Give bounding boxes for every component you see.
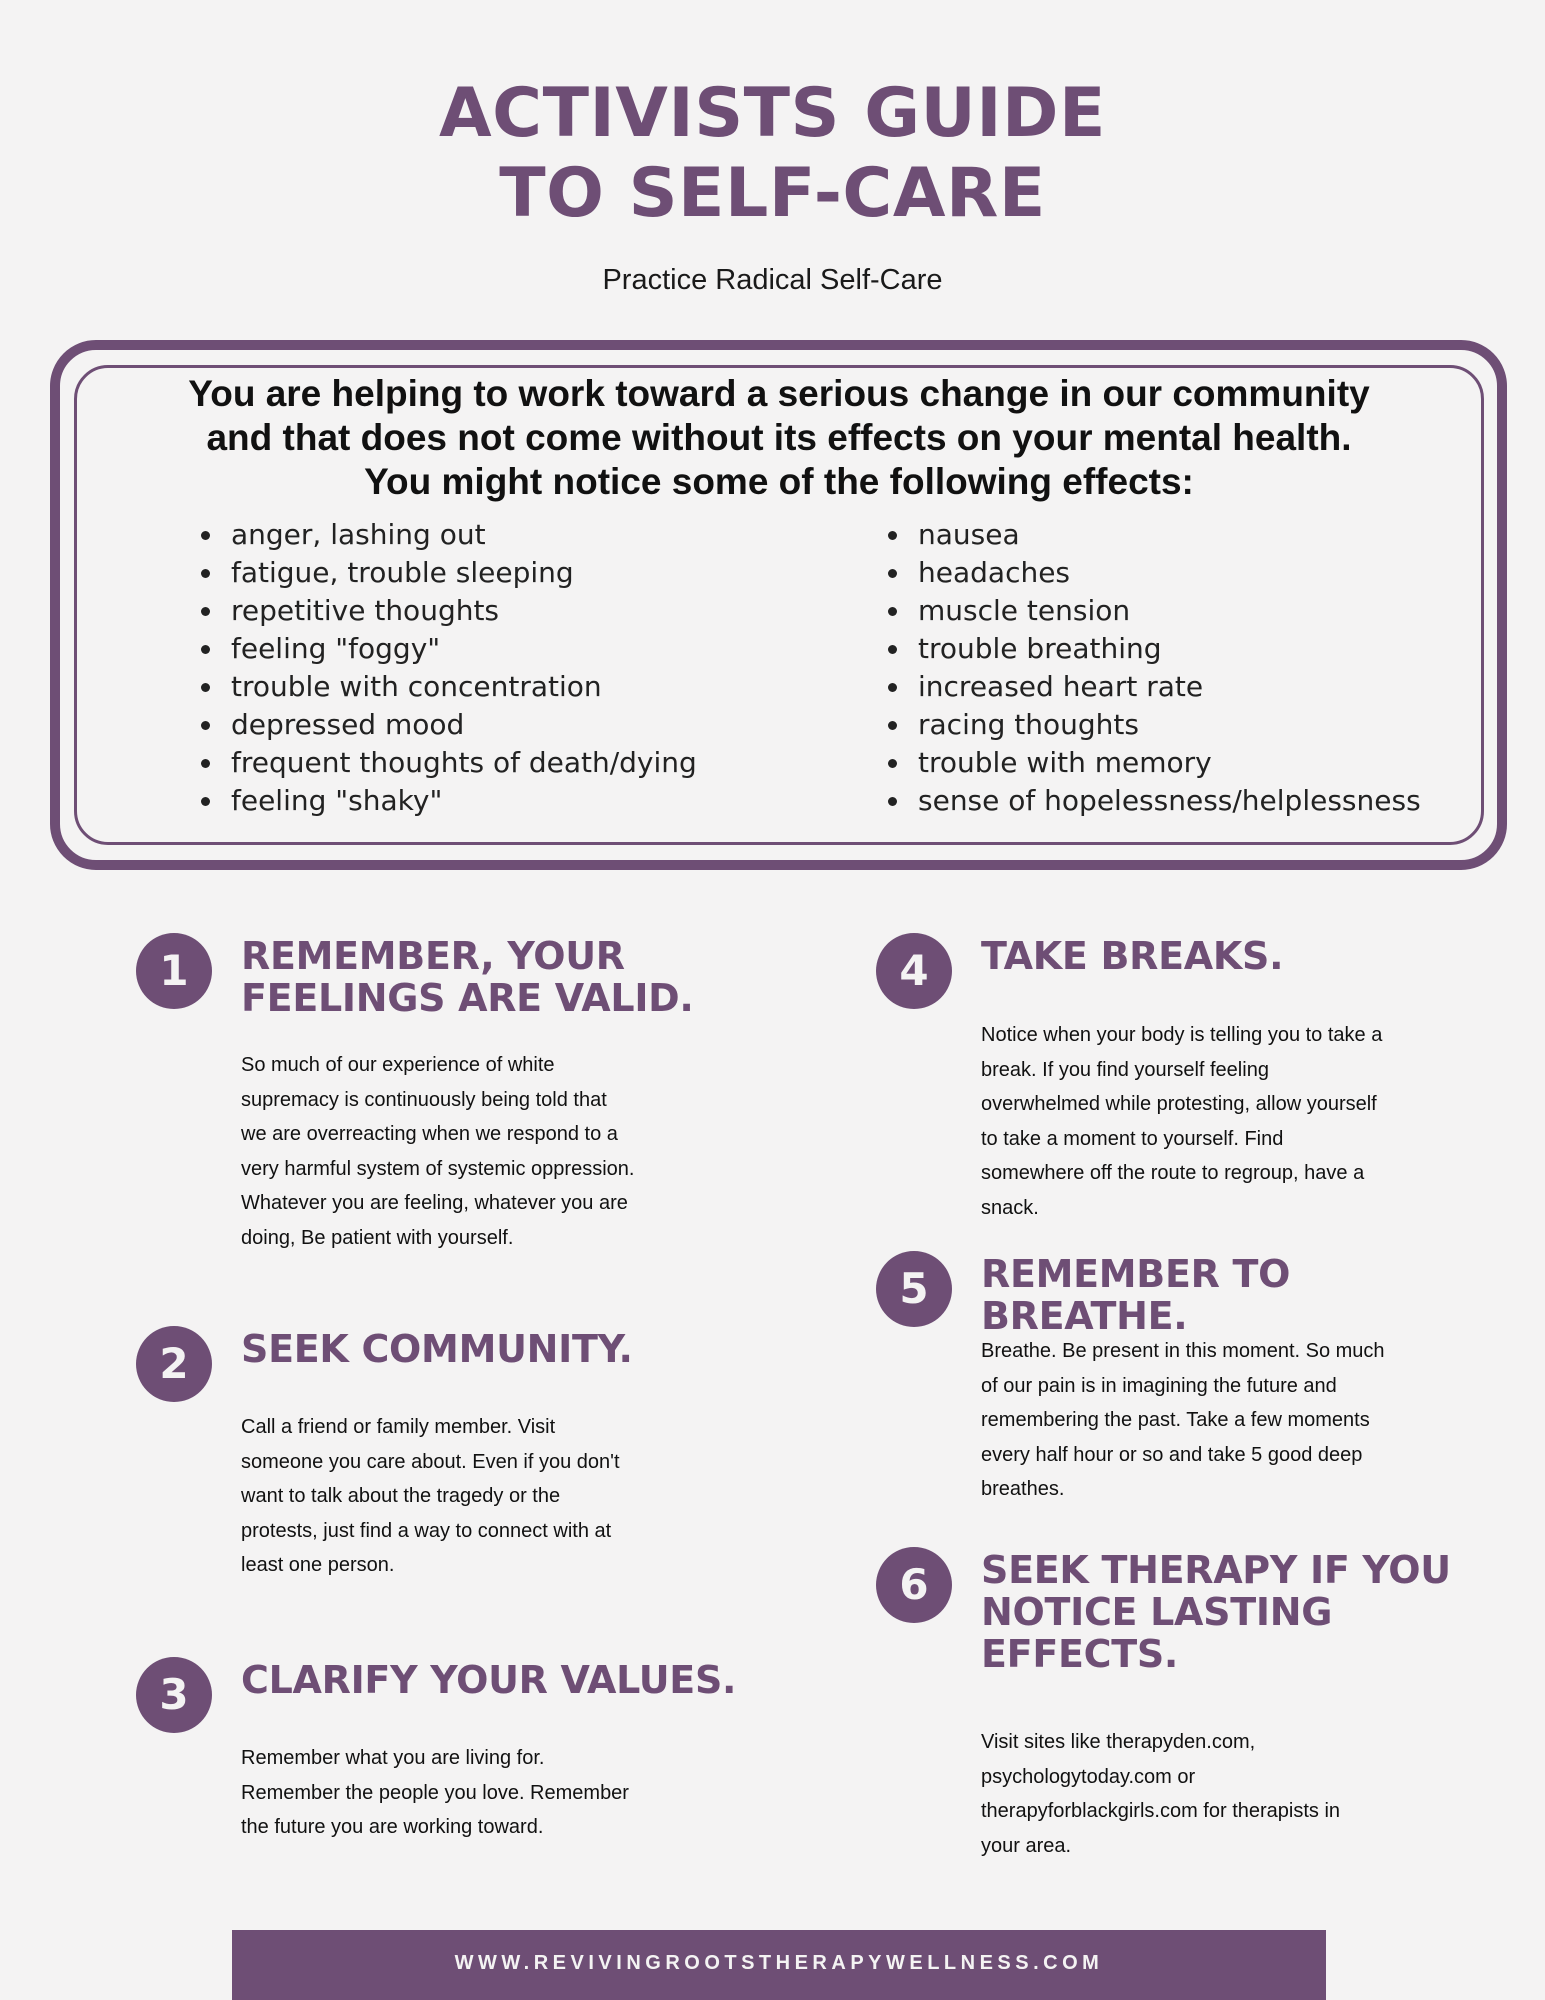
- tip-body: [241, 1741, 711, 1845]
- tip-body-line: Visit sites like therapyden.com,: [981, 1731, 1256, 1753]
- tip-body-line: Breathe. Be present in this moment. So much: [981, 1340, 1385, 1362]
- tip-title-line: TAKE BREAKS.: [981, 934, 1284, 978]
- tip-title-line: CLARIFY YOUR VALUES.: [241, 1658, 737, 1702]
- tip-title: [241, 935, 741, 1019]
- effect-item: • sense of hopelessness/helplessness: [912, 782, 1421, 820]
- effect-item: • headaches: [912, 554, 1421, 592]
- tip-title: [241, 1328, 741, 1370]
- tip-title: [981, 1549, 1481, 1675]
- tip-title: [981, 1253, 1481, 1337]
- page-title: [0, 74, 1545, 234]
- tip-body-line: somewhere off the route to regroup, have a: [981, 1162, 1365, 1184]
- title-line-2: TO SELF-CARE: [499, 154, 1046, 233]
- tip-body-line: someone you care about. Even if you don't: [241, 1450, 620, 1473]
- tip-number-badge: 3: [136, 1657, 212, 1733]
- tip-body-line: Notice when your body is telling you to take a: [981, 1024, 1383, 1046]
- tip-number-badge: 6: [876, 1547, 952, 1623]
- tip-body-line: protests, just find a way to connect with at: [241, 1519, 612, 1542]
- tip-body-line: we are overreacting when we respond to a: [241, 1123, 618, 1145]
- tip-body-line: snack.: [981, 1196, 1039, 1219]
- tip-title-line: REMEMBER, YOUR: [241, 934, 625, 978]
- tip-body-line: doing, Be patient with yourself.: [241, 1226, 514, 1249]
- effect-item: • feeling "shaky": [225, 782, 697, 820]
- tip-body-line: least one person.: [241, 1554, 395, 1576]
- tip-number-badge: 1: [136, 933, 212, 1009]
- effect-item: • trouble with concentration: [225, 668, 697, 706]
- tip-body-line: Call a friend or family member. Visit: [241, 1416, 556, 1438]
- tip-body-line: supremacy is continuously being told that: [241, 1088, 607, 1111]
- tip-body-line: overwhelmed while protesting, allow yourself: [981, 1093, 1377, 1115]
- tip-number-badge: 4: [876, 933, 952, 1009]
- tip-body-line: of our pain is in imagining the future and: [981, 1374, 1337, 1397]
- tip-title-line: SEEK THERAPY IF YOU: [981, 1548, 1451, 1592]
- effect-item: • racing thoughts: [912, 706, 1421, 744]
- tip-body: [241, 1048, 711, 1255]
- tip-title: [981, 935, 1481, 977]
- effects-heading-line-2: and that does not come without its effects on your mental health.: [206, 417, 1352, 458]
- footer-website-link[interactable]: WWW.REVIVINGROOTSTHERAPYWELLNESS.COM: [454, 1952, 1104, 1974]
- tip-body-line: breathes.: [981, 1478, 1065, 1500]
- tip-body-line: the future you are working toward.: [241, 1816, 544, 1838]
- tip-title-line: NOTICE LASTING: [981, 1590, 1333, 1634]
- effect-item: • trouble breathing: [912, 630, 1421, 668]
- tip-title-line: EFFECTS.: [981, 1632, 1179, 1676]
- tip-body: [981, 1334, 1451, 1507]
- effects-box-heading: [74, 372, 1484, 504]
- effect-item: • depressed mood: [225, 706, 697, 744]
- tip-title-line: REMEMBER TO BREATHE.: [981, 1252, 1291, 1338]
- tip-body-line: break. If you find yourself feeling: [981, 1058, 1269, 1081]
- effects-list-left: [195, 516, 697, 820]
- tip-body-line: to take a moment to yourself. Find: [981, 1127, 1284, 1150]
- tip-body-line: your area.: [981, 1834, 1072, 1857]
- effect-item: • frequent thoughts of death/dying: [225, 744, 697, 782]
- tip-title-line: FEELINGS ARE VALID.: [241, 976, 694, 1020]
- effect-item: • fatigue, trouble sleeping: [225, 554, 697, 592]
- title-line-1: ACTIVISTS GUIDE: [439, 74, 1106, 153]
- tip-body-line: Remember the people you love. Remember: [241, 1781, 629, 1804]
- tip-body-line: Remember what you are living for.: [241, 1747, 545, 1769]
- effect-item: • muscle tension: [912, 592, 1421, 630]
- footer-bar: [232, 1930, 1326, 2000]
- tip-body-line: every half hour or so and take 5 good deep: [981, 1443, 1363, 1466]
- tip-body-line: very harmful system of systemic oppression.: [241, 1157, 635, 1180]
- page-subtitle: Practice Radical Self-Care: [602, 264, 943, 296]
- tip-number-badge: 5: [876, 1251, 952, 1327]
- effect-item: • anger, lashing out: [225, 516, 697, 554]
- tip-body-line: want to talk about the tragedy or the: [241, 1485, 561, 1507]
- effects-list-right: [882, 516, 1421, 820]
- effects-heading-line-1: You are helping to work toward a serious change in our community: [188, 373, 1370, 414]
- tip-body: [981, 1018, 1451, 1225]
- tip-body: [241, 1410, 711, 1583]
- tip-body-line: psychologytoday.com or: [981, 1765, 1196, 1788]
- effect-item: • feeling "foggy": [225, 630, 697, 668]
- tip-body-line: So much of our experience of white: [241, 1054, 555, 1076]
- effects-heading-line-3: You might notice some of the following effects:: [364, 461, 1194, 502]
- tip-body-line: therapyforblackgirls.com for therapists in: [981, 1800, 1341, 1822]
- tip-body: [981, 1725, 1451, 1863]
- tip-body-line: Whatever you are feeling, whatever you are: [241, 1192, 628, 1214]
- effect-item: • nausea: [912, 516, 1421, 554]
- tip-number-badge: 2: [136, 1326, 212, 1402]
- tip-title-line: SEEK COMMUNITY.: [241, 1327, 633, 1371]
- effect-item: • increased heart rate: [912, 668, 1421, 706]
- tip-body-line: remembering the past. Take a few moments: [981, 1409, 1370, 1431]
- tip-title: [241, 1659, 741, 1701]
- effect-item: • trouble with memory: [912, 744, 1421, 782]
- effect-item: • repetitive thoughts: [225, 592, 697, 630]
